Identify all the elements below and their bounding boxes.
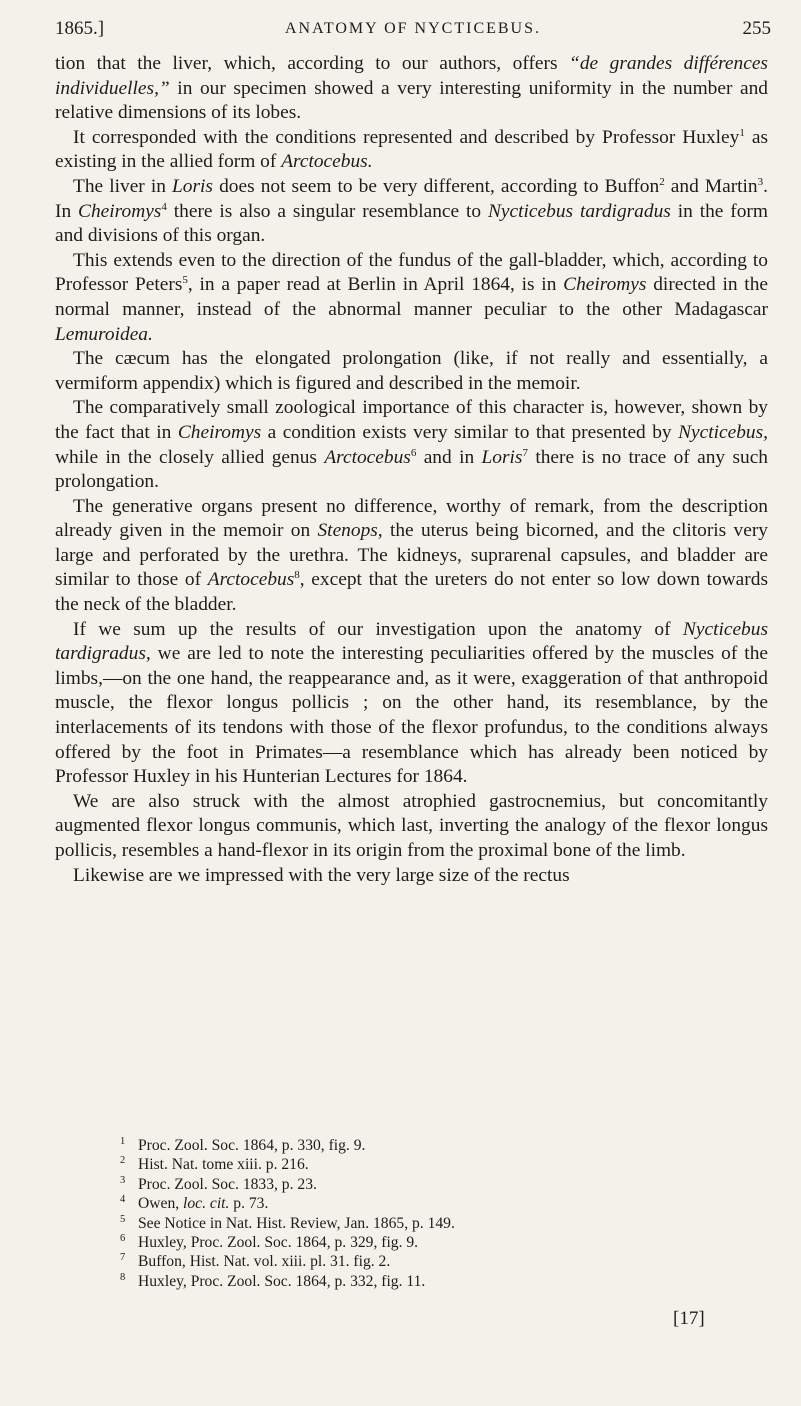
text-run: The liver in [73, 175, 173, 197]
running-header [55, 14, 771, 44]
footnote [120, 1272, 680, 1291]
text-run: directed in the normal manner, instead of the abnormal manner peculiar to the other Madagascar [55, 274, 768, 320]
text-run: Likewise are we impressed with the very large size of the rectus [73, 864, 570, 886]
footnote [120, 1214, 680, 1233]
text-run: and in [416, 446, 482, 468]
italic-text: Cheiromys [78, 200, 162, 222]
text-run: as existing in the allied form of [55, 126, 768, 173]
italic-text: Arctocebus [207, 569, 295, 591]
text-run: If we sum up the results of our investigation upon the anatomy of [73, 618, 683, 640]
text-run: Huxley, Proc. Zool. Soc. 1864, p. 332, fig. 11. [138, 1272, 426, 1290]
text-run: there is also a singular resemblance to [166, 200, 488, 222]
paragraph [55, 864, 768, 889]
footnote [120, 1194, 680, 1213]
text-run: Huxley, Proc. Zool. Soc. 1864, p. 329, fig. 9. [138, 1234, 419, 1252]
text-run: we are led to note the interesting peculiarities offered by the muscles of the limbs,—on the one hand, the reappearance and, as it were, exaggeration of that anthropoid muscle, the flexor longus pollicis ; on the other hand, its resemblance, by the interlacements of its tendons with those of the flexor profundus, to the conditions always offered by the foot in Primates—a resemblance which has already been noticed by Professor Huxley in his Hunterian Lectures for 1864. [55, 643, 768, 788]
paragraph [55, 126, 768, 175]
footnote [120, 1175, 680, 1194]
page-number: 255 [742, 18, 771, 39]
italic-text: Stenops, [317, 520, 383, 542]
text-run: in the form and divisions of this organ. [55, 200, 768, 247]
paragraph [55, 790, 768, 864]
italic-text: loc. cit. [183, 1195, 230, 1213]
footnote-number: 5 [120, 1213, 126, 1225]
paragraph [55, 52, 768, 126]
text-run: does not seem to be very different, according to Buffon [212, 175, 660, 197]
italic-text: Arctocebus. [281, 151, 373, 173]
footnote [120, 1136, 680, 1155]
footnote-number: 6 [120, 1233, 126, 1245]
italic-text: Cheiromys [177, 421, 262, 443]
paragraph [55, 396, 768, 494]
footnote-ref: 6 [410, 446, 417, 459]
header-year: 1865.] [55, 18, 105, 39]
text-run: there is no trace of any such prolongation. [55, 446, 769, 493]
italic-text: “de grandes différences individuelles,” [55, 53, 768, 99]
text-run: , in a paper read at Berlin in April 1864, is in [187, 274, 564, 296]
footnote-ref: 4 [161, 200, 167, 213]
text-run: while in the closely allied genus [55, 446, 325, 468]
text-run: in our specimen showed a very interesting uniformity in the number and relative dimensions of its lobes. [55, 77, 768, 124]
text-run: tion that the liver, which, according to our authors, offers [55, 53, 570, 74]
text-run: See Notice in Nat. Hist. Review, Jan. 1865, p. 149. [138, 1214, 455, 1232]
footnote-number: 3 [120, 1174, 126, 1186]
paragraph [55, 175, 768, 249]
footnote-ref: 3 [757, 175, 764, 188]
italic-text: Arctocebus [324, 446, 411, 468]
text-run: the uterus being bicorned, and the clitoris very large and perforated by the urethra. The kidneys, suprarenal capsules, and bladder are similar to those of [55, 520, 768, 591]
text-run: Owen, [138, 1195, 184, 1213]
text-run: Buffon, Hist. Nat. vol. xiii. pl. 31. fig. 2. [138, 1253, 391, 1271]
text-run: Proc. Zool. Soc. 1833, p. 23. [138, 1175, 317, 1193]
footnote [120, 1233, 680, 1252]
text-run: This extends even to the direction of the fundus of the gall-bladder, which, according to Professor Peters [55, 249, 768, 296]
paragraph [55, 347, 768, 396]
italic-text: Nycticebus, [678, 421, 769, 443]
text-run: . In [55, 175, 768, 222]
text-run: We are also struck with the almost atrophied gastrocnemius, but concomitantly augmented flexor longus communis, which last, inverting the analogy of the flexor longus pollicis, resembles a hand-flexor in its origin from the proximal bone of the limb. [55, 790, 768, 861]
signature-mark: [17] [673, 1308, 705, 1329]
body-text [55, 52, 768, 888]
footnote-ref: 8 [294, 569, 300, 582]
text-run: a condition exists very similar to that presented by [261, 421, 679, 443]
text-run: , except that the ureters do not enter so low down towards the neck of the bladder. [55, 569, 768, 616]
italic-text: Nycticebus tardigradus [487, 200, 671, 222]
text-run: It corresponded with the conditions represented and described by Professor Huxley [73, 126, 740, 148]
paragraph [55, 495, 768, 618]
paragraph [55, 618, 768, 790]
footnote [120, 1252, 680, 1271]
footnote-ref: 2 [659, 175, 665, 188]
italic-text: Nycticebus tardigradus, [55, 618, 768, 665]
italic-text: Loris [481, 446, 523, 468]
footnotes [120, 1136, 680, 1291]
paragraph [55, 249, 768, 347]
text-run: Hist. Nat. tome xiii. p. 216. [138, 1156, 309, 1174]
text-run: The cæcum has the elongated prolongation (like, if not really and essentially, a vermiform appendix) which is figured and described in the memoir. [55, 348, 768, 394]
text-run: Proc. Zool. Soc. 1864, p. 330, fig. 9. [138, 1137, 366, 1154]
footnote-ref: 7 [522, 446, 528, 459]
footnote-number: 4 [120, 1194, 126, 1206]
footnote-ref: 1 [739, 126, 745, 139]
footnote-number: 7 [120, 1252, 126, 1264]
text-run: The generative organs present no difference, worthy of remark, from the description already given in the memoir on [55, 495, 768, 542]
text-run: p. 73. [229, 1195, 269, 1213]
text-run: and Martin [664, 175, 758, 197]
footnote-number: 8 [120, 1271, 126, 1283]
italic-text: Lemuroidea. [55, 323, 153, 345]
header-title: ANATOMY OF NYCTICEBUS. [284, 20, 542, 37]
italic-text: Loris [172, 175, 213, 197]
italic-text: Cheiromys [563, 274, 647, 296]
text-run: The comparatively small zoological importance of this character is, however, shown by the fact that in [55, 397, 768, 443]
footnote [120, 1155, 680, 1174]
footnote-number: 2 [120, 1155, 126, 1167]
footnote-ref: 5 [182, 274, 188, 287]
footnote-number: 1 [120, 1136, 126, 1147]
